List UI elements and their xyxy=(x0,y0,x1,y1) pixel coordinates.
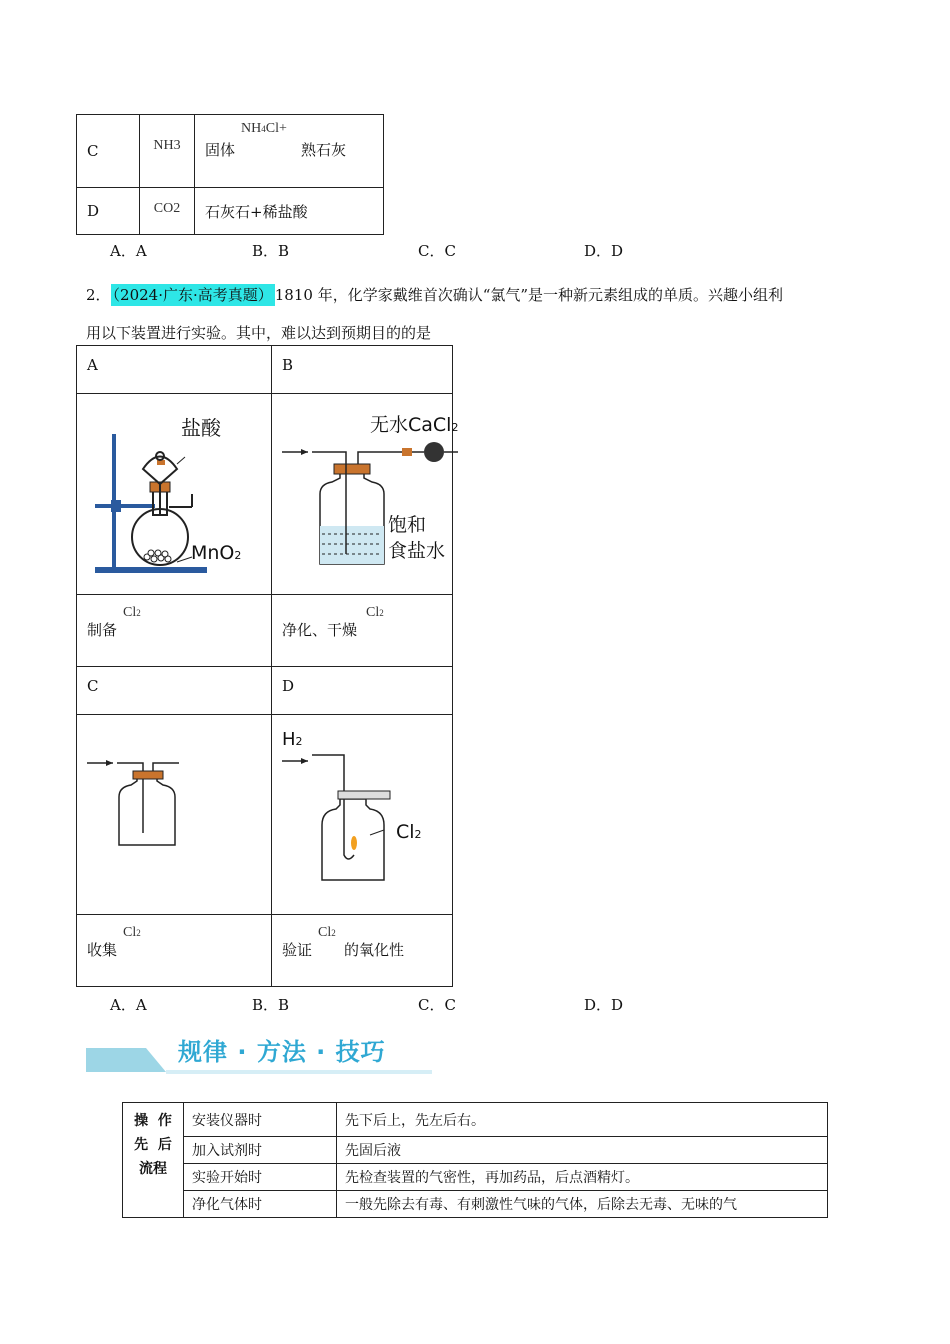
gas-collector-figure xyxy=(77,715,251,913)
option-a[interactable]: A．A xyxy=(110,242,147,260)
step-cell: 安装仪器时 xyxy=(184,1103,337,1137)
row-label: C xyxy=(77,115,140,188)
question-source: （2024·广东·高考真题） xyxy=(112,286,273,304)
saturated-label: 饱和 xyxy=(388,514,427,536)
question-2 xyxy=(86,276,876,352)
q1-options xyxy=(110,240,710,260)
calcium-chloride-label: 无水CaCl2 xyxy=(370,414,459,436)
caption-formula: Cl2 xyxy=(123,925,141,940)
reagent-cell xyxy=(195,115,384,188)
chlorine-label: Cl2 xyxy=(396,821,422,843)
reagent-cell: 石灰石+稀盐酸 xyxy=(195,188,384,235)
apparatus-figure-b xyxy=(272,394,459,595)
apparatus-caption-b xyxy=(272,595,453,667)
caption-formula: Cl2 xyxy=(123,605,141,620)
rule-cell: 先检查装置的气密性，再加药品，后点酒精灯。 xyxy=(337,1164,828,1191)
option-a[interactable]: A．A xyxy=(110,996,147,1014)
apparatus-table xyxy=(76,345,459,987)
question-number: 2． xyxy=(86,286,111,304)
gas-formula: CO2 xyxy=(140,188,195,235)
caption-formula: Cl2 xyxy=(318,925,336,940)
option-c[interactable]: C．C xyxy=(418,242,456,260)
q2-options xyxy=(110,994,710,1014)
question-text-1: 1810 年，化学家戴维首次确认“氯气”是一种新元素组成的单质。兴趣小组利 xyxy=(274,286,784,304)
apparatus-caption-c xyxy=(77,915,272,987)
apparatus-caption-a xyxy=(77,595,272,667)
procedure-table xyxy=(122,1102,828,1218)
apparatus-label-d: D xyxy=(272,667,453,715)
option-c[interactable]: C．C xyxy=(418,996,456,1014)
rule-cell: 先下后上，先左后右。 xyxy=(337,1103,828,1137)
caption-formula: Cl2 xyxy=(366,605,384,620)
apparatus-label-b: B xyxy=(272,346,453,394)
option-b[interactable]: B．B xyxy=(252,242,290,260)
question-text-2: 用以下装置进行实验。其中，难以达到预期目的的是 xyxy=(86,324,432,342)
rule-cell: 一般先除去有毒、有刺激性气味的气体，后除去无毒、无味的气 xyxy=(337,1191,828,1218)
section-title: 规律 · 方法 · 技巧 xyxy=(178,1038,386,1066)
section-header xyxy=(86,1030,432,1078)
apparatus-label-c: C xyxy=(77,667,272,715)
step-cell: 实验开始时 xyxy=(184,1164,337,1191)
step-cell: 加入试剂时 xyxy=(184,1137,337,1164)
gas-formula: NH3 xyxy=(140,115,195,188)
caption-text-post: 的氧化性 xyxy=(344,941,405,959)
caption-text: 验证 xyxy=(282,941,313,959)
apparatus-figure-d xyxy=(272,715,453,915)
brine-label: 食盐水 xyxy=(388,540,446,562)
hydrogen-label: H2 xyxy=(282,729,303,750)
caption-text: 制备 xyxy=(87,621,118,639)
apparatus-label-a: A xyxy=(77,346,272,394)
row-label: D xyxy=(77,188,140,235)
apparatus-caption-d xyxy=(272,915,453,987)
apparatus-figure-c xyxy=(77,715,272,915)
rule-cell: 先固后液 xyxy=(337,1137,828,1164)
reagent-prefix: 固体 xyxy=(205,141,236,159)
reagent-suffix: 熟石灰 xyxy=(301,141,347,159)
hydrochloric-acid-label: 盐酸 xyxy=(181,416,221,440)
reagent-table xyxy=(76,114,384,235)
option-d[interactable]: D．D xyxy=(584,996,624,1014)
step-cell: 净化气体时 xyxy=(184,1191,337,1218)
option-d[interactable]: D．D xyxy=(584,242,624,260)
option-b[interactable]: B．B xyxy=(252,996,290,1014)
caption-text: 净化、干燥 xyxy=(282,621,358,639)
apparatus-figure-a xyxy=(77,394,272,595)
manganese-dioxide-label: MnO2 xyxy=(191,542,242,564)
caption-text: 收集 xyxy=(87,941,118,959)
category-cell: 操 作 先 后 流程 xyxy=(123,1103,184,1218)
reagent-formula: NH4Cl+ xyxy=(241,121,287,136)
